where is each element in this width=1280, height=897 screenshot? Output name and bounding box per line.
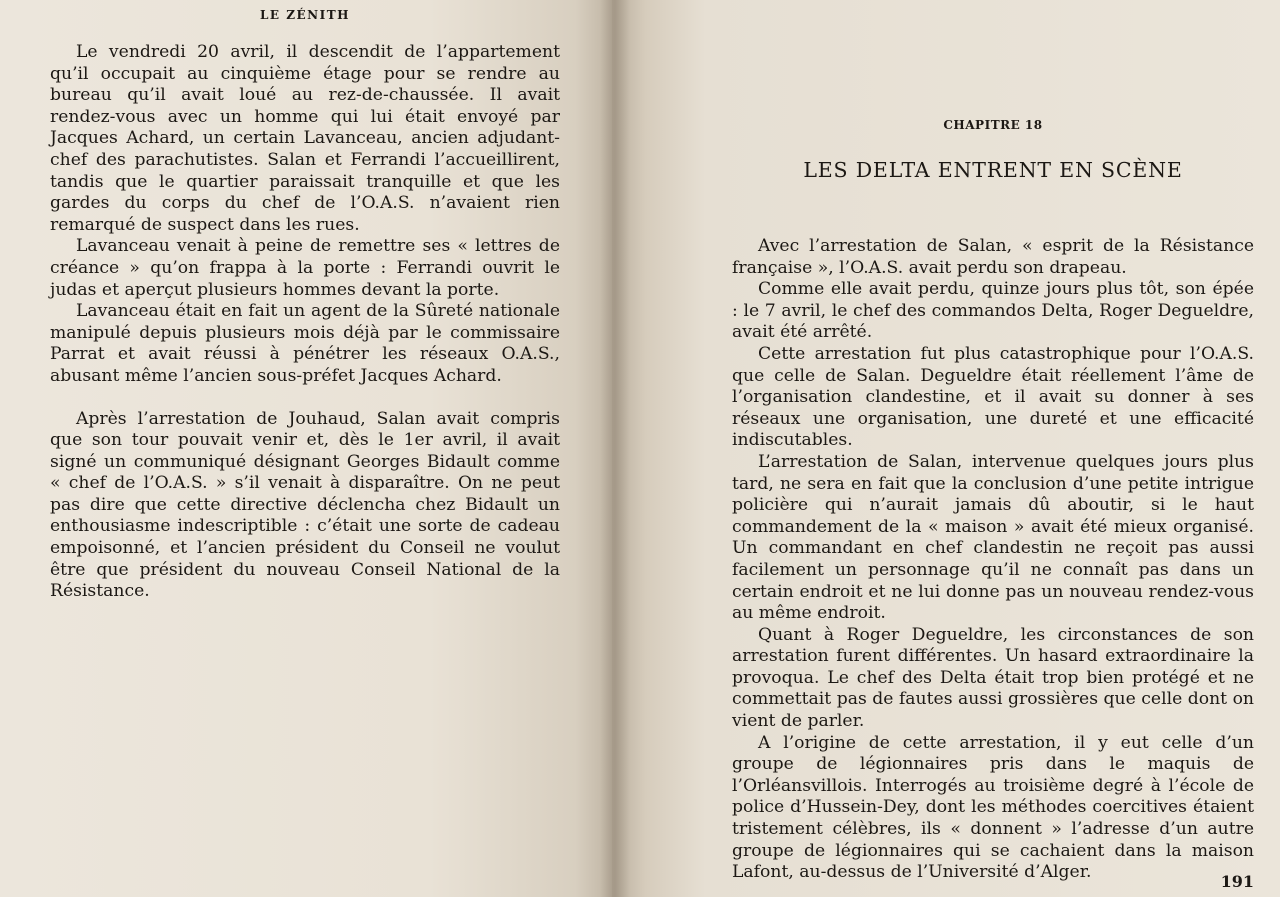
chapter-label: CHAPITRE 18 — [943, 118, 1043, 132]
paragraph: A l’origine de cette arrestation, il y eut celle d’un groupe de légionnaires pris dans le maquis de l’Orléansvillois. Interrogés au troisième degré à l’école de police d’Hussein-Dey, dont les méthodes coercitives étaient tristement célèbres, ils « donnent » l’adresse d’un autre groupe de légionnaires qui se cachaient dans la maison Lafont, au-dessus de l’Université d’Alger. — [732, 732, 1254, 883]
left-section-2 — [50, 409, 560, 603]
paragraph: Après l’arrestation de Jouhaud, Salan avait compris que son tour pouvait venir et, dès le 1er avril, il avait signé un communiqué désignant Georges Bidault comme « chef de l’O.A.S. » s’il venait à disparaître. On ne peut pas dire que cette directive déclencha chez Bidault un enthousiasme indescriptible : c’était une sorte de cadeau empoisonné, et l’ancien président du Conseil ne voulut être que président du nouveau Conseil National de la Résistance. — [50, 408, 560, 602]
section-break — [50, 388, 560, 409]
chapter-title: LES DELTA ENTRENT EN SCÈNE — [803, 158, 1183, 182]
page-number: 191 — [1220, 872, 1254, 891]
left-page — [0, 0, 612, 897]
left-section-1 — [50, 42, 560, 388]
running-head: LE ZÉNITH — [259, 8, 351, 22]
right-page — [612, 0, 1280, 897]
paragraph: Cette arrestation fut plus catastrophique pour l’O.A.S. que celle de Salan. Degueldre était réellement l’âme de l’organisation clandestine, et il avait su donner à ses réseaux une organisation, une dureté et une efficacité indiscutables. — [732, 343, 1254, 451]
paragraph: L’arrestation de Salan, intervenue quelques jours plus tard, ne sera en fait que la conclusion d’une petite intrigue policière qui n’aurait jamais dû aboutir, si le haut commandement de la « maison » avait été mieux organisé. Un commandant en chef clandestin ne reçoit pas aussi facilement un personnage qu’il ne connaît pas dans un certain endroit et ne lui donne pas un nouveau rendez-vous au même endroit. — [732, 451, 1254, 624]
paragraph: Lavanceau était en fait un agent de la Sûreté nationale manipulé depuis plusieurs mois déjà par le commissaire Parrat et avait réussi à pénétrer les réseaux O.A.S., abusant même l’ancien sous-préfet Jacques Achard. — [50, 301, 560, 386]
paragraph: Quant à Roger Degueldre, les circonstances de son arrestation furent différentes. Un hasard extraordinaire la provoqua. Le chef des Delta était trop bien protégé et ne commettait pas de fautes aussi grossières que celle dont on vient de parler. — [732, 624, 1254, 732]
paragraph: Lavanceau venait à peine de remettre ses « lettres de créance » qu’on frappa à la porte : Ferrandi ouvrit le judas et aperçut plusieurs hommes devant la porte. — [50, 236, 560, 300]
paragraph: Avec l’arrestation de Salan, « esprit de la Résistance française », l’O.A.S. avait perdu son drapeau. — [732, 236, 1254, 278]
paragraph: Le vendredi 20 avril, il descendit de l’appartement qu’il occupait au cinquième étage pour se rendre au bureau qu’il avait loué au rez-de-chaussée. Il avait rendez-vous avec un homme qui lui était envoyé par Jacques Achard, un certain Lavanceau, ancien adjudant-chef des parachutistes. Salan et Ferrandi l’accueillirent, tandis que le quartier paraissait tranquille et que les gardes du corps du chef de l’O.A.S. n’avaient rien remarqué de suspect dans les rues. — [50, 42, 560, 235]
right-page-body — [732, 236, 1254, 884]
paragraph: Comme elle avait perdu, quinze jours plus tôt, son épée : le 7 avril, le chef des commandos Delta, Roger Degueldre, avait été arrêté. — [732, 279, 1254, 343]
